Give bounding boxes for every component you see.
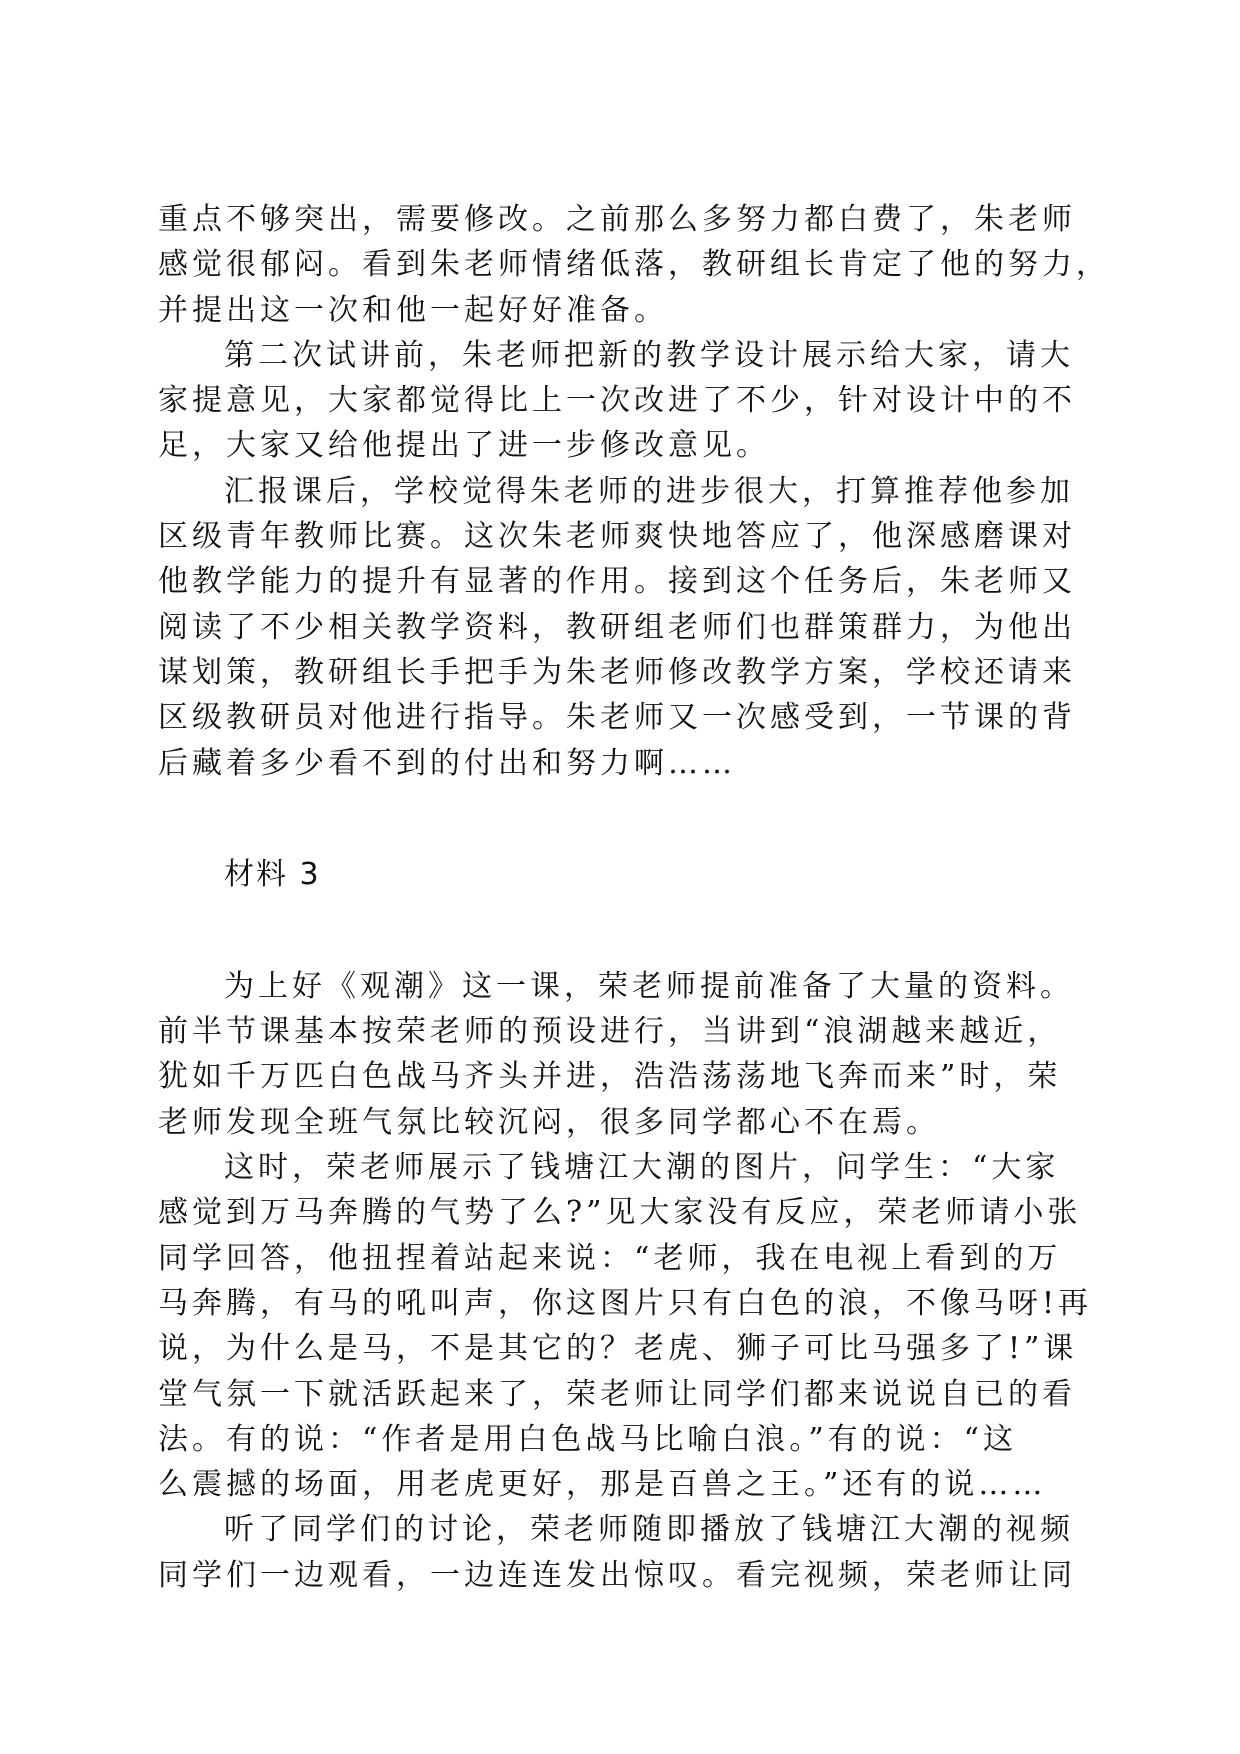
text-line: 前半节课基本按荣老师的预设进行，当讲到“浪湖越来越近， xyxy=(158,1014,1062,1050)
text-line: 说，为什么是马，不是其它的？老虎、狮子可比马强多了!”课 xyxy=(158,1331,1078,1367)
paragraph-b xyxy=(158,333,1084,469)
text-line: 汇报课后，学校觉得朱老师的进步很大，打算推荐他参加 xyxy=(224,473,1074,509)
text-line: 同学们一边观看，一边连连发出惊叹。看完视频，荣老师让同 xyxy=(158,1557,1076,1593)
paragraph-a xyxy=(158,197,1110,333)
paragraph-c xyxy=(158,469,1084,786)
text-line: 后藏着多少看不到的付出和努力啊…… xyxy=(158,745,736,781)
text-line: 足，大家又给他提出了进一步修改意见。 xyxy=(158,428,770,464)
paragraph-e xyxy=(158,1145,1093,1507)
text-line: 谋划策，教研组长手把手为朱老师修改教学方案，学校还请来 xyxy=(158,654,1076,690)
text-line: 这时，荣老师展示了钱塘江大潮的图片，问学生：“大家 xyxy=(224,1150,1060,1186)
text-line: 家提意见，大家都觉得比上一次改进了不少，针对设计中的不 xyxy=(158,383,1076,419)
paragraph-f xyxy=(158,1507,1084,1598)
text-line: 区级青年教师比赛。这次朱老师爽快地答应了，他深感磨课对 xyxy=(158,519,1076,555)
text-line: 犹如千万匹白色战马齐头并进，浩浩荡荡地飞奔而来”时，荣 xyxy=(158,1059,1062,1095)
text-line: 他教学能力的提升有显著的作用。接到这个任务后，朱老师又 xyxy=(158,564,1076,600)
text-line: 听了同学们的讨论，荣老师随即播放了钱塘江大潮的视频 xyxy=(224,1512,1074,1548)
text-line: 阅读了不少相关教学资料，教研组老师们也群策群力，为他出 xyxy=(158,609,1076,645)
paragraph-d xyxy=(158,964,1084,1145)
text-line: 么震撼的场面，用老虎更好，那是百兽之王。”还有的说…… xyxy=(158,1467,1047,1503)
text-line: 区级教研员对他进行指导。朱老师又一次感受到，一节课的背 xyxy=(158,700,1076,736)
document-body xyxy=(158,197,1110,1598)
text-line: 感觉到万马奔腾的气势了么?”见大家没有反应，荣老师请小张 xyxy=(158,1195,1082,1231)
text-line: 法。有的说：“作者是用白色战马比喻白浪。”有的说：“这 xyxy=(158,1421,1018,1457)
text-line: 第二次试讲前，朱老师把新的教学设计展示给大家，请大 xyxy=(224,337,1074,373)
text-line: 感觉很郁闷。看到朱老师情绪低落，教研组长肯定了他的努力， xyxy=(158,247,1110,283)
text-line: 马奔腾，有马的吼叫声，你这图片只有白色的浪，不像马呀!再 xyxy=(158,1285,1093,1321)
text-line: 为上好《观潮》这一课，荣老师提前准备了大量的资料。 xyxy=(224,968,1074,1004)
text-line: 同学回答，他扭捏着站起来说：“老师，我在电视上看到的万 xyxy=(158,1240,1062,1276)
text-line: 并提出这一次和他一起好好准备。 xyxy=(158,292,668,328)
text-line: 堂气氛一下就活跃起来了，荣老师让同学们都来说说自已的看 xyxy=(158,1376,1076,1412)
text-line: 老师发现全班气氛比较沉闷，很多同学都心不在焉。 xyxy=(158,1104,940,1140)
text-line: 重点不够突出，需要修改。之前那么多努力都白费了，朱老师 xyxy=(158,202,1076,237)
section-heading: 材料 3 xyxy=(224,856,321,892)
